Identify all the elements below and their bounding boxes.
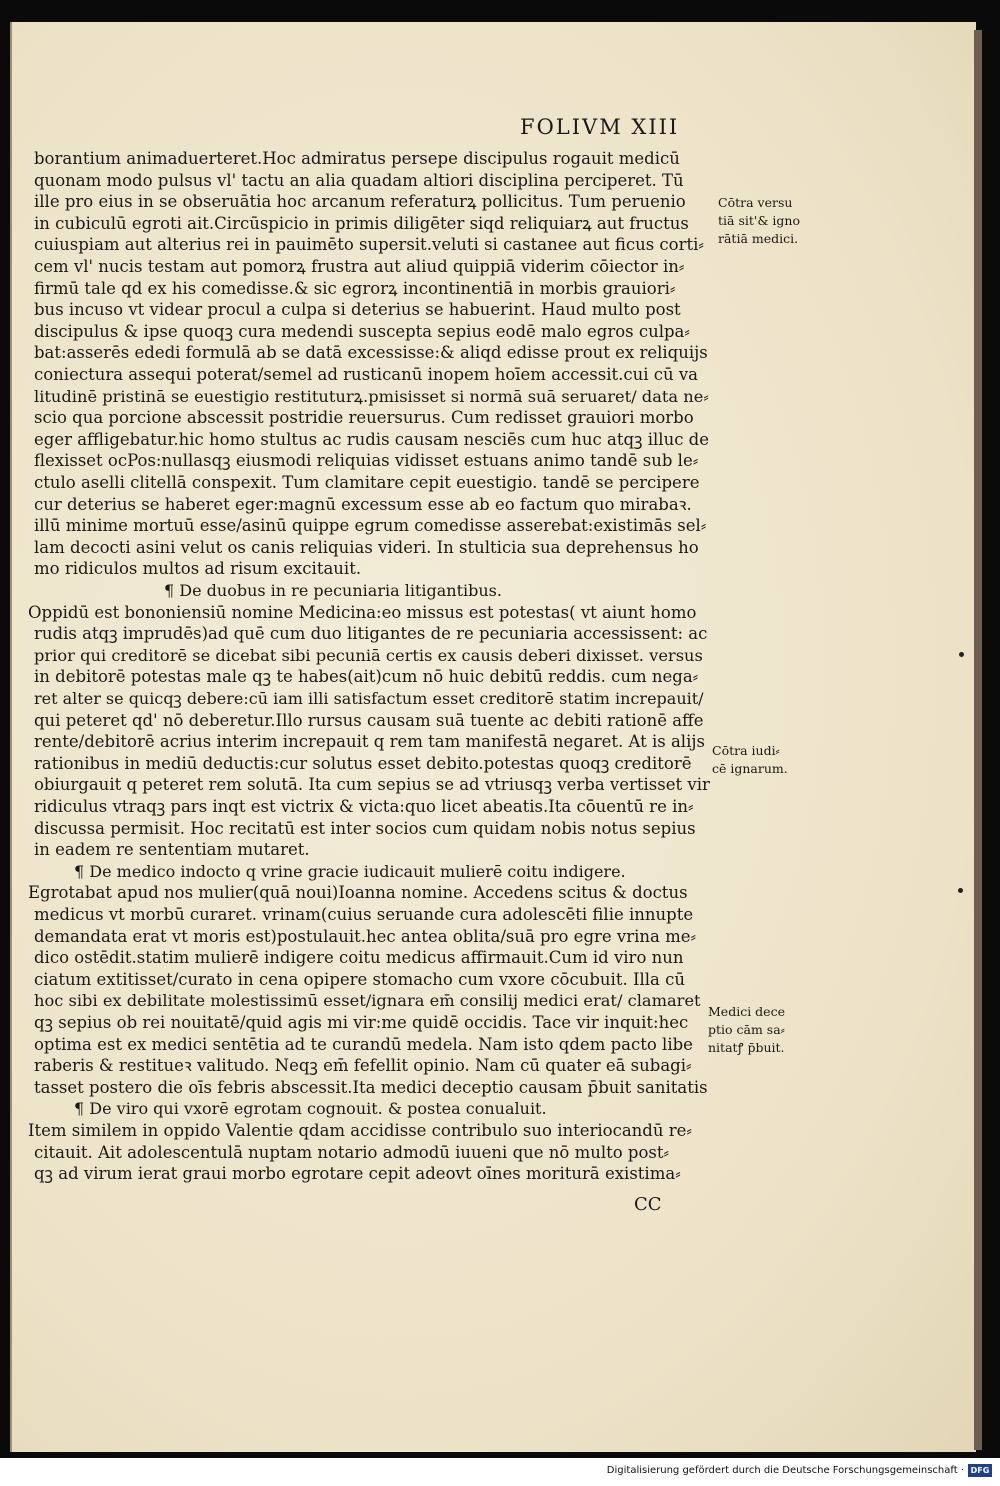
text-line: tasset postero die oīs febris abscessit.Ita medici deceptio causam p̄buit sanitatis bbox=[34, 1078, 708, 1097]
folio-header: FOLIVM XIII bbox=[520, 115, 680, 139]
text-line: dico ostēdit.statim mulierē indigere coitu medicus affirmauit.Cum id viro nun bbox=[34, 948, 684, 967]
text-line: Egrotabat apud nos mulier(quā noui)Ioanna nomine. Accedens scitus & doctus bbox=[28, 883, 688, 902]
footer-credit: Digitalisierung gefördert durch die Deutsche Forschungsgemeinschaft · bbox=[606, 1465, 964, 1476]
ink-spot bbox=[959, 652, 964, 657]
text-line: raberis & restitueꝛ valitudo. Neqꝫ em̄ fefellit opinio. Nam cū quater eā subagi⸗ bbox=[34, 1056, 692, 1075]
text-line: discipulus & ipse quoqꝫ cura medendi suscepta sepius eodē malo egros culpa⸗ bbox=[34, 322, 690, 341]
text-line: ctulo aselli clitellā conspexit. Tum clamitare cepit euestigio. tandē se percipere bbox=[34, 473, 700, 492]
gloss-line: cē ignarum. bbox=[712, 761, 788, 776]
gloss-line: nitatꝭ p̄buit. bbox=[708, 1040, 785, 1055]
text-line: ciatum extitisset/curato in cena opipere stomacho cum vxore cōcubuit. Illa cū bbox=[34, 970, 685, 989]
text-line: ret alter se quicqꝫ debere:cū iam illi satisfactum esset creditorē statim increpauit/ bbox=[34, 689, 704, 708]
section-heading: ¶ De duobus in re pecuniaria litigantibus. bbox=[164, 581, 502, 600]
text-line: hoc sibi ex debilitate molestissimū esset/ignara em̄ consilij medici erat/ clamaret bbox=[34, 991, 701, 1010]
text-line: borantium animaduerteret.Hoc admiratus persepe discipulus rogauit medicū bbox=[34, 149, 680, 168]
text-line: coniectura assequi poterat/semel ad rusticanū inopem hoīem accessit.cui cū va bbox=[34, 365, 699, 384]
margin-gloss-2 bbox=[712, 742, 788, 778]
text-line: in debitorē potestas male qꝫ te habes(ait)cum nō huic debitū reddis. cum nega⸗ bbox=[34, 667, 699, 686]
text-line: citauit. Ait adolescentulā nuptam notario admodū iuueni que nō multo post⸗ bbox=[34, 1143, 670, 1162]
section-heading: ¶ De medico indocto q vrine gracie iudicauit mulierē coitu indigere. bbox=[74, 862, 626, 881]
text-line: illū minime mortuū esse/asinū quippe egrum comedisse asserebat:existimās sel⸗ bbox=[34, 516, 707, 535]
text-line: mo ridiculos multos ad risum excitauit. bbox=[34, 559, 362, 578]
text-line: litudinē pristinā se euestigio restituturꝝ.pmisisset si normā suā seruaret/ data ne⸗ bbox=[34, 387, 709, 406]
text-line: firmū tale qd ex his comedisse.& sic egrorꝝ incontinentiā in morbis grauiori⸗ bbox=[34, 279, 676, 298]
text-line: ridiculus vtraqꝫ pars inqt est victrix & victa:quo licet abeatis.Ita cōuentū re in⸗ bbox=[34, 797, 694, 816]
text-line: ille pro eius in se obseruātia hoc arcanum referaturꝝ pollicitus. Tum peruenio bbox=[34, 192, 686, 211]
text-line: prior qui creditorē se dicebat sibi pecuniā certis ex causis deberi dixisset. versus bbox=[34, 646, 703, 665]
text-line: cuiuspiam aut alterius rei in pauimēto supersit.veluti si castanee aut ficus corti⸗ bbox=[34, 235, 704, 254]
signature-mark: CC bbox=[634, 1194, 662, 1215]
text-line: Oppidū est bononiensiū nomine Medicina:eo missus est potestas( vt aiunt homo bbox=[28, 603, 697, 622]
text-line: obiurgauit q peteret rem solutā. Ita cum sepius se ad vtriusqꝫ verba vertisset vir bbox=[34, 775, 710, 794]
text-line: medicus vt morbū curaret. vrinam(cuius seruande cura adolescēti filie innupte bbox=[34, 905, 694, 924]
text-line: demandata erat vt moris est)postulauit.hec antea oblita/suā pro egre vrina me⸗ bbox=[34, 927, 697, 946]
text-line: qui peteret qd' nō deberetur.Illo rursus causam suā tuente ac debiti rationē affe bbox=[34, 711, 704, 730]
text-line: Item similem in oppido Valentie qdam accidisse contribulo suo interiocandū re⸗ bbox=[28, 1121, 692, 1140]
text-line: in cubiculū egroti ait.Circūspicio in primis diligēter siqd reliquiarꝝ aut fructus bbox=[34, 214, 689, 233]
gloss-line: ptio cām sa⸗ bbox=[708, 1022, 785, 1037]
text-line: rudis atqꝫ imprudēs)ad quē cum duo litigantes de re pecuniaria accessissent: ac bbox=[34, 624, 708, 643]
text-line: flexisset ocPos:nullasqꝫ eiusmodi reliquias vidisset estuans animo tandē sub le⸗ bbox=[34, 451, 699, 470]
text-line: in eadem re sententiam mutaret. bbox=[34, 840, 310, 859]
text-line: discussa permisit. Hoc recitatū est inter socios cum quidam nobis notus sepius bbox=[34, 819, 696, 838]
gloss-line: Cōtra iudi⸗ bbox=[712, 743, 780, 758]
section-heading: ¶ De viro qui vxorē egrotam cognouit. & postea conualuit. bbox=[74, 1099, 547, 1118]
text-line: scio qua porcione abscessit postridie reuersurus. Cum redisset grauiori morbo bbox=[34, 408, 694, 427]
gloss-line: rātiā medici. bbox=[718, 231, 799, 246]
text-line: optima est ex medici sentētia ad te curandū medela. Nam isto qdem pacto libe bbox=[34, 1035, 693, 1054]
text-line: eger affligebatur.hic homo stultus ac rudis causam nesciēs cum huc atqꝫ illuc de bbox=[34, 430, 710, 449]
text-line: qꝫ sepius ob rei nouitatē/quid agis mi vir:me quidē occidis. Tace vir inquit:hec bbox=[34, 1013, 689, 1032]
text-line: cem vl' nucis testam aut pomorꝝ frustra aut aliud quippiā viderim cōiector in⸗ bbox=[34, 257, 685, 276]
text-line: bus incuso vt videar procul a culpa si deterius se habuerint. Haud multo post bbox=[34, 300, 681, 319]
gloss-line: Medici dece bbox=[708, 1004, 785, 1019]
gloss-line: tiā sit'& igno bbox=[718, 213, 800, 228]
dfg-logo: DFG bbox=[968, 1464, 992, 1477]
page-edge bbox=[974, 30, 982, 1450]
text-line: rente/debitorē acrius interim increpauit q rem tam manifestā negaret. At is alijs bbox=[34, 732, 705, 751]
text-line: quonam modo pulsus vl' tactu an alia quadam altiori disciplina perciperet. Tū bbox=[34, 171, 684, 190]
text-line: cur deterius se haberet eger:magnū excessum esse ab eo factum quo mirabaꝛ. bbox=[34, 495, 692, 514]
text-line: rationibus in mediū deductis:cur solutus esset debito.potestas quoqꝫ creditorē bbox=[34, 754, 692, 773]
text-line: bat:asserēs ededi formulā ab se datā excessisse:& aliqd edisse prout ex reliquijs bbox=[34, 343, 708, 362]
text-line: lam decocti asini velut os canis reliquias videri. In stulticia sua deprehensus ho bbox=[34, 538, 699, 557]
margin-gloss-3 bbox=[708, 1003, 785, 1057]
ink-spot bbox=[958, 888, 963, 893]
margin-gloss-1 bbox=[718, 194, 800, 248]
text-line: qꝫ ad virum ierat graui morbo egrotare cepit adeovt oīnes moriturā existima⸗ bbox=[34, 1164, 681, 1183]
gloss-line: Cōtra versu bbox=[718, 195, 793, 210]
footer-bar bbox=[0, 1458, 1000, 1486]
